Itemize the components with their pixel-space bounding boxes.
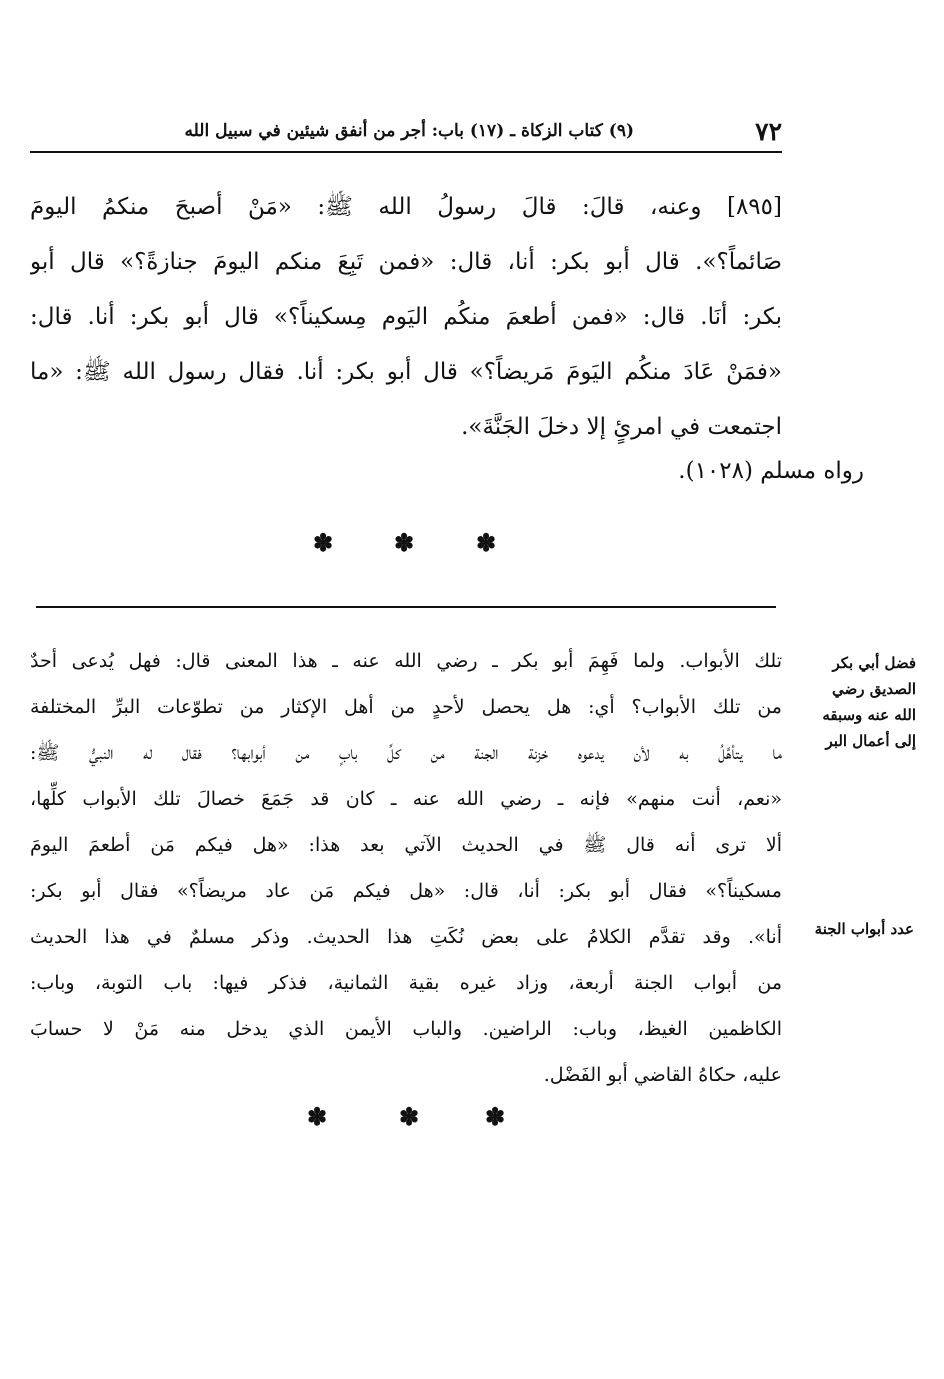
star-icon: ✽ bbox=[394, 528, 415, 557]
star-icon: ✽ bbox=[485, 1102, 506, 1131]
commentary-line: من تلك الأبواب؟ أي: هل يحصل لأحدٍ من أهل الإكثار من تطوّعات البرِّ المختلفة bbox=[30, 696, 782, 718]
page-number: ٧٢ bbox=[755, 117, 782, 146]
commentary-line: تلك الأبواب. ولما فَهِمَ أبو بكر ـ رضي الله عنه ـ هذا المعنى قال: فهل يُدعى أحدٌ bbox=[30, 650, 782, 672]
hadith-text bbox=[30, 180, 782, 455]
star-icon: ✽ bbox=[399, 1102, 420, 1131]
commentary-line: من أبواب الجنة أربعة، وزاد غيره بقية الثمانية، فذكر فيها: باب التوبة، وباب: bbox=[30, 972, 782, 994]
star-separator bbox=[0, 1102, 944, 1132]
star-icon: ✽ bbox=[313, 528, 334, 557]
hadith-line: «فمَنْ عَادَ منكُم اليَومَ مَريضاً؟» قال أبو بكر: أنا. فقال رسول الله ﷺ: «ما bbox=[30, 359, 782, 385]
margin-note-gates: عدد أبواب الجنة bbox=[814, 920, 914, 938]
commentary-text bbox=[30, 638, 782, 1098]
star-separator bbox=[0, 528, 944, 558]
margin-note-line: الله عنه وسبقه bbox=[822, 706, 916, 724]
commentary-line: مسكيناً؟» فقال أبو بكر: أنا، قال: «هل فيكم مَن عاد مريضاً؟» فقال أبو بكر: bbox=[30, 880, 782, 902]
commentary-line: عليه، حكاهُ القاضي أبو الفَضْل. bbox=[543, 1064, 782, 1086]
hadith-source: رواه مسلم (١٠٢٨). bbox=[678, 458, 864, 484]
page-header bbox=[30, 115, 782, 155]
margin-note-line: فضل أبي بكر bbox=[832, 654, 916, 672]
commentary-line: ألا ترى أنه قال ﷺ في الحديث الآتي بعد هذا: «هل فيكم مَن أطعمَ اليومَ bbox=[30, 834, 782, 856]
header-rule bbox=[30, 151, 782, 153]
star-icon: ✽ bbox=[307, 1102, 328, 1131]
star-icon: ✽ bbox=[476, 528, 497, 557]
commentary-line: ما يتأهَّلُ به لأن يدعوه خزنة الجنة من كلِّ بابٍ من أبوابها؟ فقال له النبيُّ ﷺ: bbox=[30, 742, 782, 764]
commentary-line: أنا». وقد تقدَّم الكلامُ على بعض نُكَتِ هذا الحديث. وذكر مسلمٌ في هذا الحديث bbox=[30, 926, 782, 948]
margin-note-line: إلى أعمال البر bbox=[825, 732, 916, 750]
hadith-line: [٨٩٥] وعنه، قالَ: قالَ رسولُ الله ﷺ: «مَنْ أصبحَ منكمُ اليومَ bbox=[30, 194, 782, 220]
footnote-rule bbox=[36, 606, 776, 608]
commentary-line: الكاظمين الغيظ، وباب: الراضين. والباب الأيمن الذي يدخل منه مَنْ لا حسابَ bbox=[30, 1018, 782, 1040]
margin-note-virtue bbox=[786, 650, 916, 754]
commentary-line: «نعم، أنت منهم» فإنه ـ رضي الله عنه ـ كان قد جَمَعَ خصالَ تلك الأبواب كلِّها، bbox=[30, 788, 782, 810]
margin-note-line: الصديق رضي bbox=[831, 680, 916, 698]
hadith-line: اجتمعت في امرئٍ إلا دخلَ الجَنَّةَ». bbox=[461, 414, 782, 440]
hadith-line: صَائماً؟». قال أبو بكر: أنا، قال: «فمن تَبِعَ منكم اليومَ جنازةً؟» قال أبو bbox=[30, 249, 782, 275]
running-head: (٩) كتاب الزكاة ـ (١٧) باب: أجر من أنفق شيئين في سبيل الله bbox=[184, 121, 634, 141]
hadith-line: بكر: أنَا. قال: «فمن أطعمَ منكُم اليَوم مِسكيناً؟» قال أبو بكر: أنا. قال: bbox=[30, 304, 782, 330]
